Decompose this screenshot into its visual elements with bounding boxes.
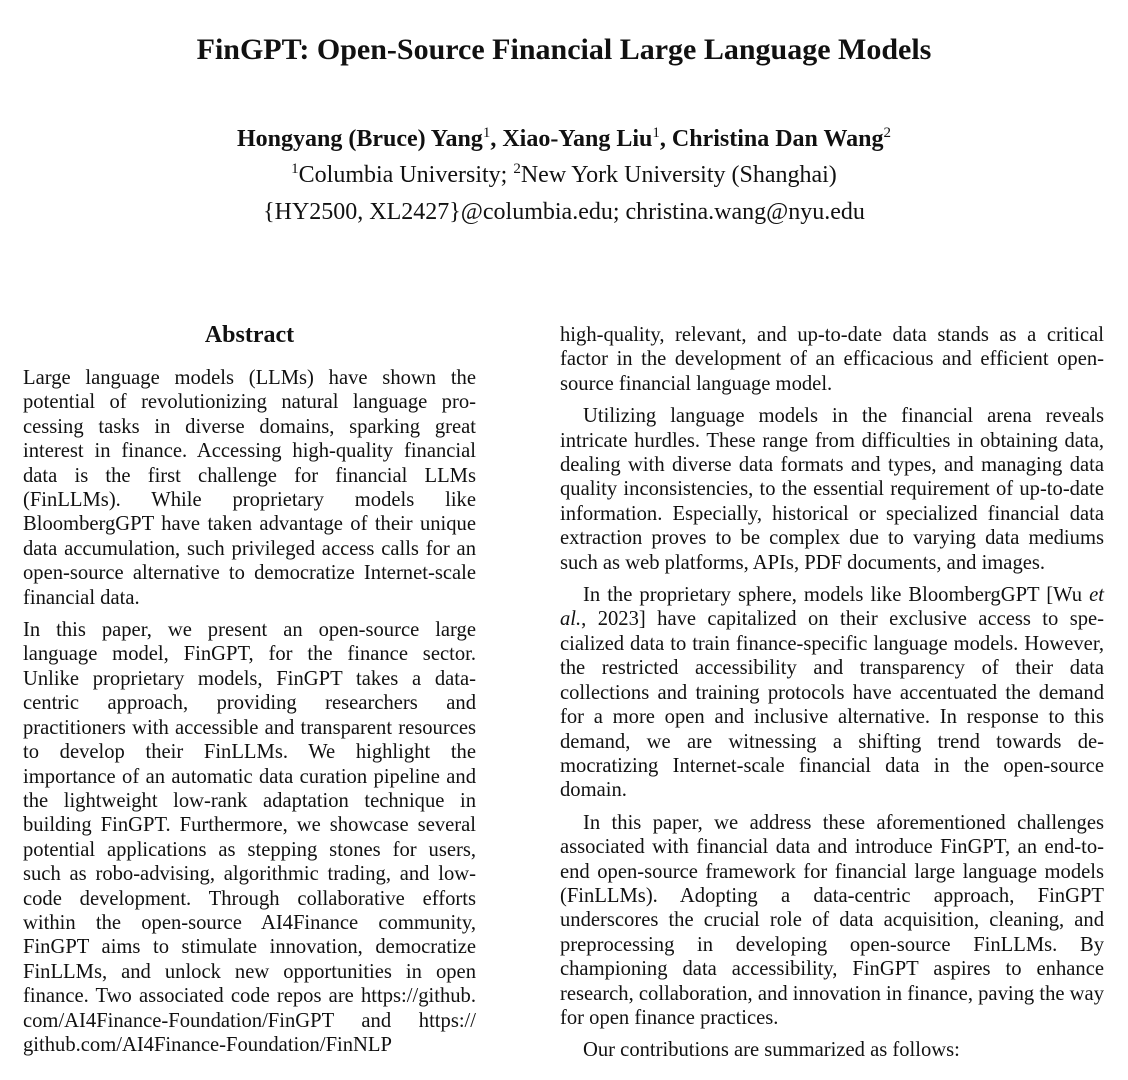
- body-paragraph-2: Utilizing language models in the financial arena reveals intricate hurdles. These range from difficulties in obtaining data, dealing with diverse data formats and types, and managing data quality inconsistencies, to the essential requirement of up-to-date information. Especially, historical or specialized financial data extraction proves to be complex due to varying data mediums such as web platforms, APIs, PDF documents, and images.: [560, 405, 1104, 574]
- affiliation-name: New York University (Shanghai): [520, 162, 837, 188]
- abstract-paragraph-1: Large language models (LLMs) have shown the potential of revolutionizing natural language processing tasks in diverse domains, sparking great interest in finance. Accessing high-quality financial data is the first challenge for financial LLMs (FinLLMs). While proprietary models like BloombergGPT have taken advantage of their unique data accumulation, such privileged access calls for an open-source alternative to democratize Internet-scale financial data.: [23, 367, 476, 609]
- author-emails: {HY2500, XL2427}@columbia.edu; christina.wang@nyu.edu: [263, 199, 865, 225]
- paper-title: FinGPT: Open-Source Financial Large Language Models: [196, 33, 932, 66]
- author-separator: ,: [659, 126, 672, 152]
- affiliation-marker: 1: [291, 161, 299, 177]
- body-paragraph-3-text: In the proprietary sphere, models like BloombergGPT [Wu: [583, 584, 1090, 607]
- abstract-heading: Abstract: [204, 322, 295, 348]
- author-separator: ,: [490, 126, 503, 152]
- author-name: Christina Dan Wang: [671, 126, 884, 152]
- abstract-paragraph-2: In this paper, we present an open-source large language model, FinGPT, for the finance sector. Unlike proprietary models, FinGPT takes a data-centric approach, providing researchers and practitioners with accessible and transparent resources to develop their FinLLMs. We highlight the importance of an automatic data curation pipeline and the lightweight low-rank adaptation technique in building FinGPT. Furthermore, we showcase several potential applications as stepping stones for users, such as robo-advising, algorithmic trading, and low-code development. Through collaborative efforts within the open-source AI4Finance community, FinGPT aims to stimulate innovation, democratize FinLLMs, and unlock new opportunities in open finance. Two associated code repos are https://github.​com/AI4Finance-Foundation/FinGPT and https://​github.com/AI4Finance-Foundation/FinNLP: [23, 619, 476, 1056]
- affiliation-name: Columbia University: [298, 162, 501, 188]
- affiliation-marker: 2: [513, 161, 521, 177]
- body-paragraph-3-text-cont: , 2023] have capitalized on their exclusive access to specialized data to train finance-specific language models. However, the restricted accessibility and transparency of their data collections and training protocols have accentuated the demand for a more open and inclusive alternative. In response to this demand, we are witnessing a shifting trend towards democratizing Internet-scale financial data in the open-source domain.: [560, 608, 1104, 802]
- body-paragraph-1: high-quality, relevant, and up-to-date data stands as a critical factor in the development of an efficacious and efficient open-source financial language model.: [560, 324, 1104, 395]
- body-paragraph-3: [560, 583, 1104, 803]
- affiliation-separator: ;: [500, 162, 514, 188]
- author-name: Hongyang (Bruce) Yang: [237, 126, 483, 152]
- author-affiliation-marker: 2: [883, 125, 891, 141]
- body-paragraph-4: In this paper, we address these aforementioned challenges associated with financial data and introduce FinGPT, an end-to-end open-source framework for financial large language models (FinLLMs). Adopting a data-centric approach, FinGPT underscores the crucial role of data acquisition, cleaning, and preprocessing in developing open-source FinLLMs. By championing data accessibility, FinGPT aspires to enhance research, collaboration, and innovation in finance, paving the way for open finance practices.: [560, 811, 1104, 1029]
- citation-et-al: et al.: [560, 584, 1104, 631]
- author-name: Xiao-Yang Liu: [502, 126, 653, 152]
- author-list: [0, 122, 1128, 156]
- right-column: [560, 323, 1104, 1071]
- left-column: [23, 320, 476, 1065]
- author-affiliation-marker: 1: [652, 125, 660, 141]
- affiliation-list: [0, 158, 1128, 192]
- author-affiliation-marker: 1: [482, 125, 491, 141]
- body-paragraph-5: Our contributions are summarized as follows:: [583, 1039, 960, 1062]
